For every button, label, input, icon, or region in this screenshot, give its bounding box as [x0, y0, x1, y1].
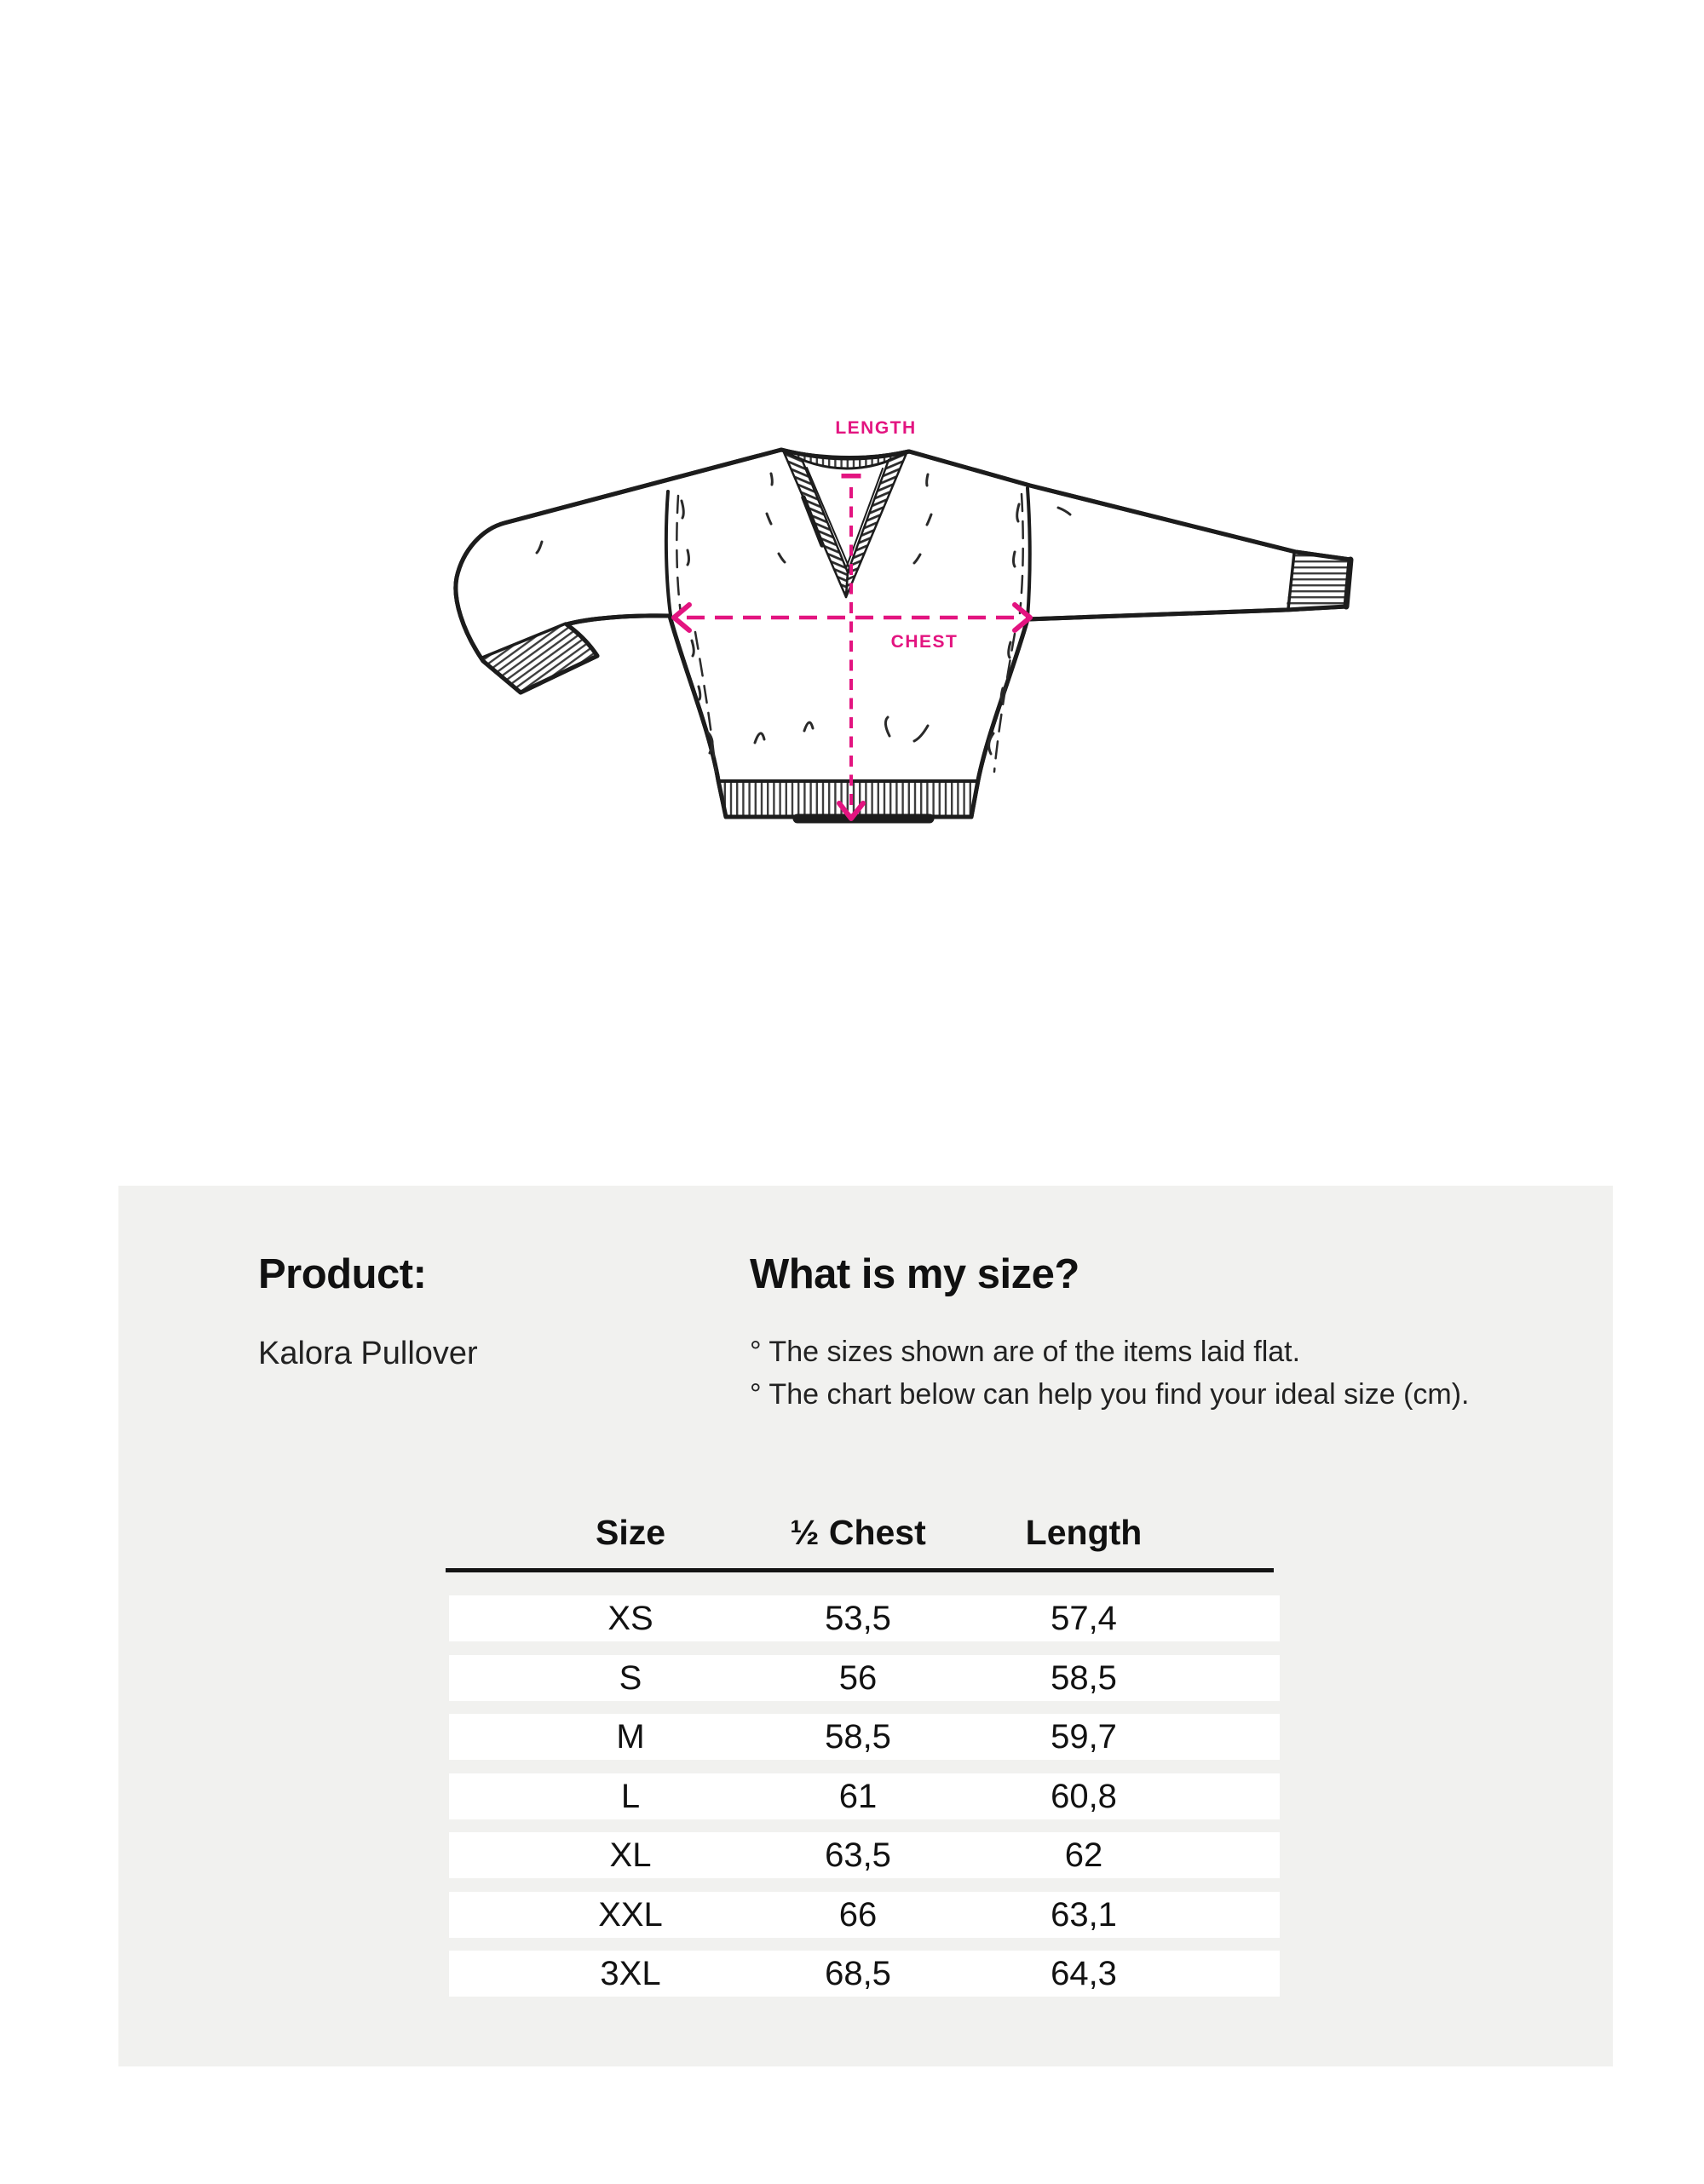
size-info-panel [118, 1186, 1613, 2066]
column-header-length: Length [1025, 1513, 1143, 1552]
cell-size: L [620, 1778, 641, 1815]
cell-length: 60,8 [1051, 1778, 1117, 1815]
cell-half-chest: 53,5 [825, 1600, 891, 1637]
size-guide-heading: What is my size? [750, 1251, 1079, 1297]
product-name: Kalora Pullover [258, 1336, 478, 1371]
table-row-xl [449, 1832, 1280, 1878]
hem-ribbing [721, 783, 976, 815]
table-header-rule [446, 1568, 1274, 1572]
cell-length: 57,4 [1051, 1600, 1117, 1637]
cell-half-chest: 66 [838, 1896, 878, 1934]
table-row-xxl [449, 1892, 1280, 1938]
cell-length: 59,7 [1051, 1718, 1117, 1756]
table-row-s [449, 1655, 1280, 1701]
cell-size: S [619, 1659, 642, 1697]
length-label: LENGTH [835, 418, 917, 438]
pullover-measurement-diagram [409, 375, 1397, 852]
cell-half-chest: 56 [838, 1659, 878, 1697]
cell-length: 64,3 [1051, 1955, 1117, 1992]
table-row-m [449, 1714, 1280, 1760]
column-header-half-chest: ½ Chest [790, 1513, 926, 1552]
cell-half-chest: 61 [838, 1778, 878, 1815]
cell-size: XL [609, 1836, 652, 1874]
table-row-l [449, 1773, 1280, 1819]
chest-label: CHEST [890, 632, 958, 652]
cell-length: 62 [1064, 1836, 1103, 1874]
cell-size: 3XL [600, 1955, 661, 1992]
column-header-size: Size [595, 1513, 666, 1552]
cell-half-chest: 68,5 [825, 1955, 891, 1992]
cell-half-chest: 63,5 [825, 1836, 891, 1874]
cell-length: 58,5 [1051, 1659, 1117, 1697]
right-cuff-ribbing [1286, 552, 1350, 610]
cell-size: XXL [598, 1896, 663, 1934]
cell-size: XS [607, 1600, 653, 1637]
size-note-chart: ° The chart below can help you find your ideal size (cm). [750, 1378, 1470, 1411]
cell-half-chest: 58,5 [825, 1718, 891, 1756]
table-row-xs [449, 1595, 1280, 1641]
length-top-tick [842, 474, 861, 479]
cell-size: M [616, 1718, 645, 1756]
product-label: Product: [258, 1251, 427, 1297]
pullover-sketch [409, 375, 1397, 852]
cell-length: 63,1 [1051, 1896, 1117, 1934]
size-note-flat: ° The sizes shown are of the items laid flat. [750, 1336, 1301, 1368]
table-row-3xl [449, 1951, 1280, 1997]
